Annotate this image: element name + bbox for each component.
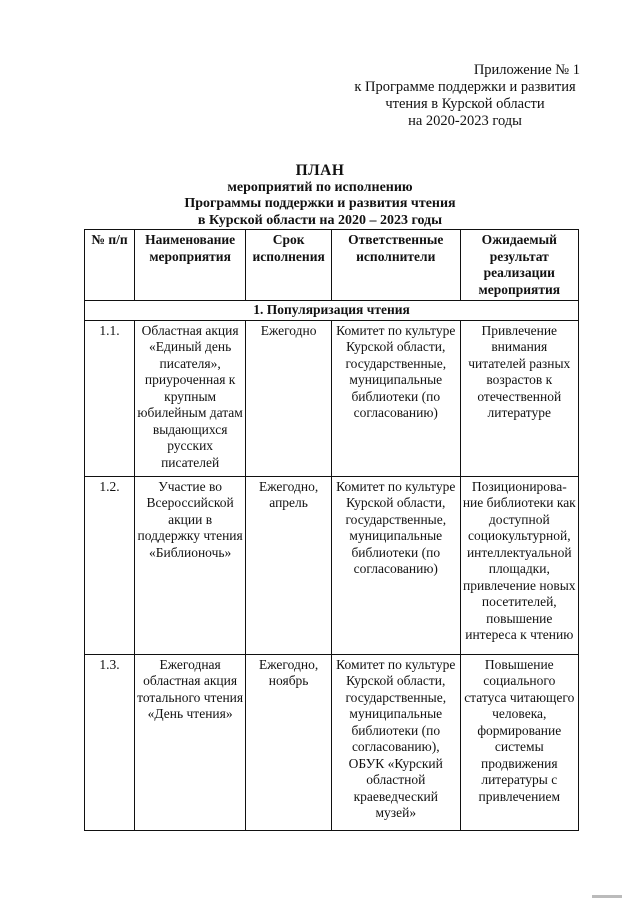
- appendix-line: на 2020-2023 годы: [408, 113, 522, 129]
- plan-subtitle: в Курской области на 2020 – 2023 годы: [197, 212, 443, 228]
- plan-subtitle: мероприятий по исполнению: [227, 179, 413, 195]
- cell-term: Ежегодно: [246, 320, 332, 476]
- header-responsible: Ответственные исполнители: [331, 230, 460, 301]
- cell-responsible: Комитет по культуре Курской области, государственные, муниципальные библиотеки (по согласованию), ОБУК «Курский областной краеведческий музей»: [331, 654, 460, 830]
- cell-num: 1.2.: [85, 476, 135, 654]
- cell-name: Участие во Всероссийской акции в поддержку чтения «Библионочь»: [135, 476, 246, 654]
- appendix-line: к Программе поддержки и развития: [354, 79, 576, 95]
- header-term: Срок исполнения: [246, 230, 332, 301]
- plan-table: [84, 229, 579, 831]
- header-result: Ожидаемый результат реализации мероприятия: [460, 230, 578, 301]
- header-name: Наименование мероприятия: [135, 230, 246, 301]
- appendix-header: [340, 62, 590, 130]
- table-row: [85, 476, 579, 654]
- cell-result: Повышение социального статуса читающего человека, формирование системы продвижения литературы с привлечением: [460, 654, 578, 830]
- appendix-line: Приложение № 1: [473, 62, 580, 78]
- cell-responsible: Комитет по культуре Курской области, государственные, муниципальные библиотеки (по согласованию): [331, 476, 460, 654]
- cell-name: Областная акция «Единый день писателя», приуроченная к крупным юбилейным датам выдающихся русских писателей: [135, 320, 246, 476]
- cell-num: 1.1.: [85, 320, 135, 476]
- cell-result: Позиционирова-ние библиотеки как доступной социокультурной, интеллектуальной площадки, привлечение новых посетителей, повышение интереса к чтению: [460, 476, 578, 654]
- cell-term: Ежегодно, апрель: [246, 476, 332, 654]
- header-num: № п/п: [85, 230, 135, 301]
- cell-result: Привлечение внимания читателей разных возрастов к отечественной литературе: [460, 320, 578, 476]
- section-row: [85, 301, 579, 321]
- section-title: 1. Популяризация чтения: [85, 301, 579, 321]
- cell-responsible: Комитет по культуре Курской области, государственные, муниципальные библиотеки (по согласованию): [331, 320, 460, 476]
- plan-title: ПЛАН: [295, 162, 345, 179]
- cell-name: Ежегодная областная акция тотального чтения «День чтения»: [135, 654, 246, 830]
- table-row: [85, 320, 579, 476]
- table-header-row: [85, 230, 579, 301]
- table-row: [85, 654, 579, 830]
- appendix-line: чтения в Курской области: [385, 96, 545, 112]
- plan-subtitle: Программы поддержки и развития чтения: [184, 196, 456, 211]
- page-edge-mark: [592, 895, 622, 898]
- plan-heading: [0, 163, 640, 229]
- cell-num: 1.3.: [85, 654, 135, 830]
- cell-term: Ежегодно, ноябрь: [246, 654, 332, 830]
